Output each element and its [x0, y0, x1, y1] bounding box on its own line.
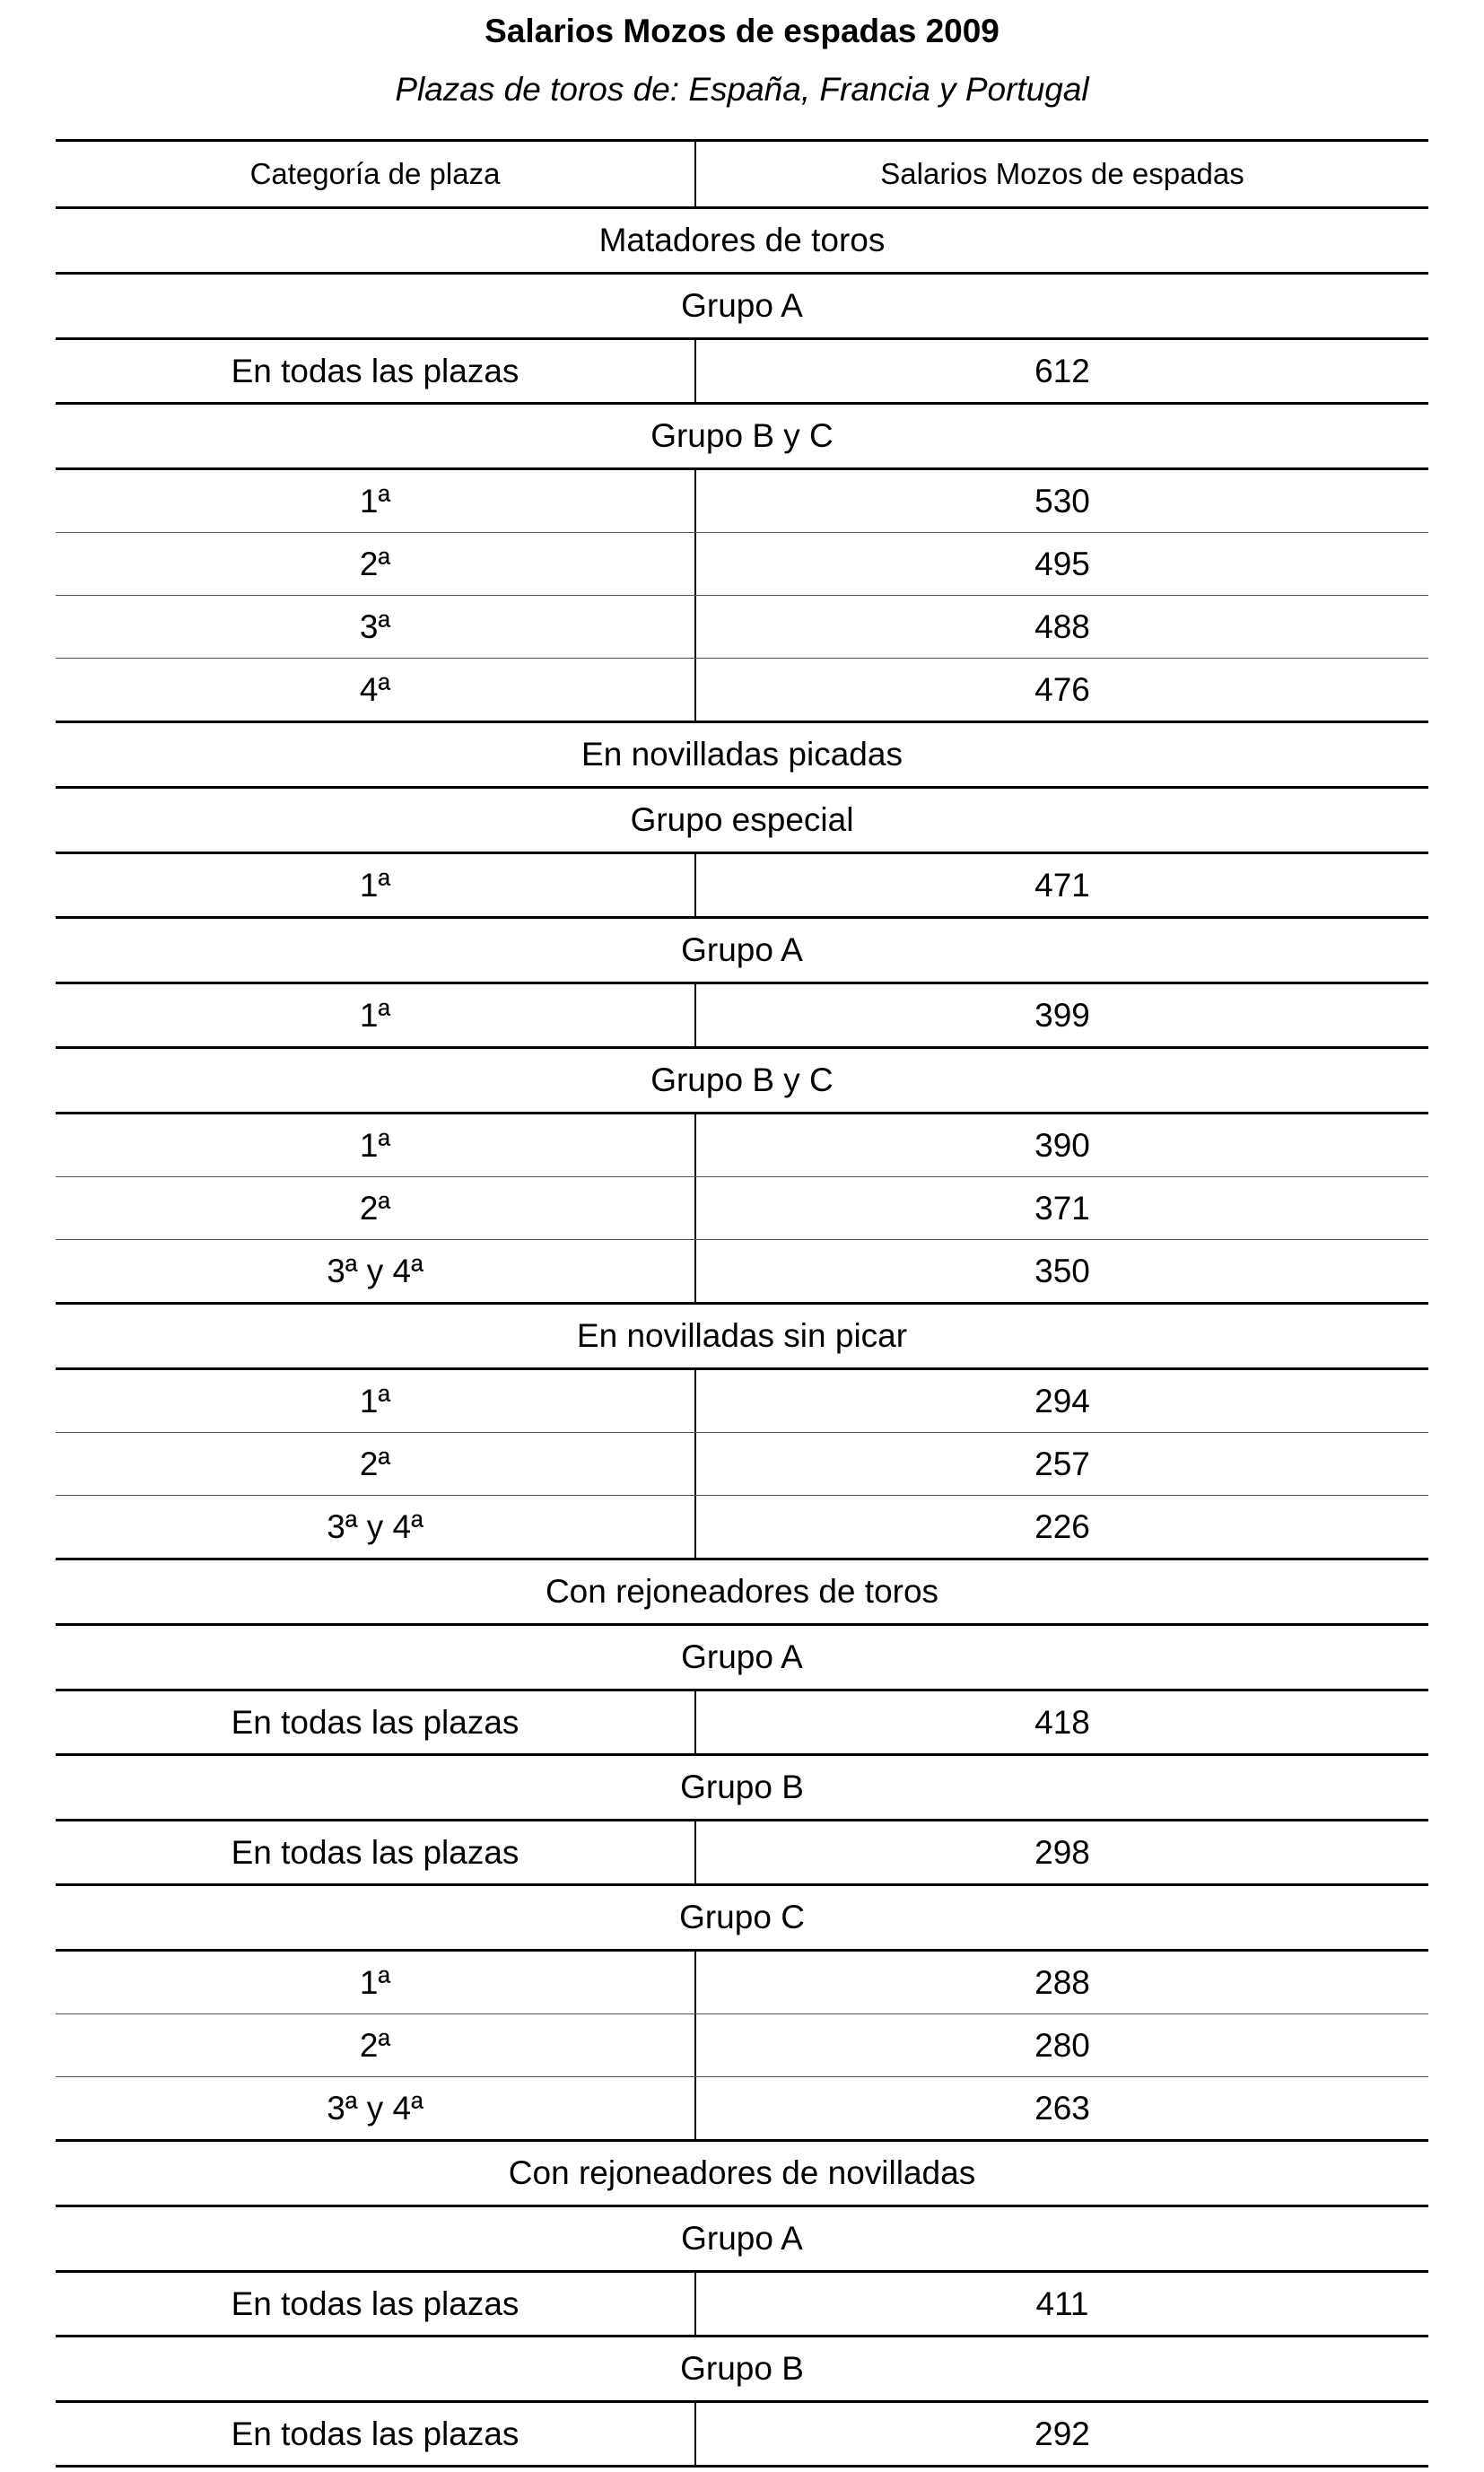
section-label: Con rejoneadores de toros	[545, 1573, 939, 1610]
table-row	[56, 1821, 1428, 1886]
salary-cell: 476	[1034, 670, 1090, 708]
section-row	[56, 209, 1428, 275]
table-row	[56, 2077, 1428, 2142]
salary-cell: 390	[1034, 1126, 1090, 1164]
salary-cell: 495	[1034, 545, 1090, 582]
table-row	[56, 1952, 1428, 2014]
salary-cell: 530	[1034, 482, 1090, 520]
section-label: En novilladas picadas	[581, 736, 903, 773]
section-label: En novilladas sin picar	[576, 1317, 908, 1354]
section-row	[56, 2207, 1428, 2273]
section-label: Grupo especial	[630, 801, 854, 838]
section-row	[56, 405, 1428, 470]
section-row	[56, 1305, 1428, 1370]
table-row	[56, 1496, 1428, 1560]
section-row	[56, 1886, 1428, 1952]
salary-cell: 350	[1034, 1252, 1090, 1289]
section-label: Grupo A	[681, 931, 803, 968]
document-title: Salarios Mozos de espadas 2009	[484, 13, 1000, 49]
table-row	[56, 1177, 1428, 1240]
section-row	[56, 1756, 1428, 1821]
table-row	[56, 2014, 1428, 2077]
section-row	[56, 1560, 1428, 1626]
salary-cell: 612	[1034, 352, 1090, 389]
table-row	[56, 984, 1428, 1049]
section-row	[56, 2142, 1428, 2207]
table-row	[56, 1240, 1428, 1305]
category-cell: 1ª	[56, 854, 696, 916]
table-row	[56, 2273, 1428, 2337]
section-label: Grupo B y C	[650, 1061, 834, 1098]
category-cell: 3ª y 4ª	[56, 1496, 696, 1558]
table-row	[56, 2403, 1428, 2468]
category-cell: 2ª	[56, 1433, 696, 1495]
category-cell: En todas las plazas	[56, 2273, 696, 2335]
section-row	[56, 1049, 1428, 1114]
category-cell: 3ª y 4ª	[56, 2077, 696, 2139]
salary-table	[56, 139, 1428, 2468]
section-label: Matadores de toros	[598, 222, 886, 258]
section-label: Grupo B	[680, 2350, 804, 2387]
section-label: Grupo C	[679, 1899, 805, 1935]
category-cell: En todas las plazas	[56, 1691, 696, 1753]
salary-cell: 399	[1034, 996, 1090, 1034]
salary-cell: 288	[1034, 1963, 1090, 2001]
section-label: Grupo B y C	[650, 417, 834, 454]
table-row	[56, 596, 1428, 659]
category-cell: 3ª y 4ª	[56, 1240, 696, 1302]
category-cell: En todas las plazas	[56, 340, 696, 402]
section-row	[56, 789, 1428, 854]
document-subtitle: Plazas de toros de: España, Francia y Portugal	[395, 71, 1089, 108]
table-row	[56, 533, 1428, 596]
section-row	[56, 723, 1428, 789]
table-row	[56, 854, 1428, 919]
category-cell: 1ª	[56, 1370, 696, 1432]
section-row	[56, 1626, 1428, 1691]
section-row	[56, 2337, 1428, 2403]
salary-cell: 471	[1034, 866, 1090, 904]
column-header-category: Categoría de plaza	[56, 142, 696, 206]
section-label: Con rejoneadores de novilladas	[508, 2154, 976, 2191]
category-cell: 1ª	[56, 1952, 696, 2013]
section-row	[56, 919, 1428, 984]
section-label: Grupo A	[681, 2220, 803, 2257]
table-row	[56, 659, 1428, 723]
table-row	[56, 1433, 1428, 1496]
table-row	[56, 1370, 1428, 1433]
salary-cell: 411	[1035, 2284, 1089, 2322]
salary-cell: 292	[1034, 2415, 1090, 2452]
salary-cell: 257	[1034, 1445, 1090, 1482]
table-header-row	[56, 142, 1428, 209]
table-row	[56, 340, 1428, 405]
section-label: Grupo B	[680, 1769, 804, 1805]
category-cell: 3ª	[56, 596, 696, 658]
table-body	[56, 209, 1428, 2468]
table-row	[56, 1114, 1428, 1177]
salary-cell: 298	[1034, 1833, 1090, 1871]
table-row	[56, 1691, 1428, 1756]
category-cell: En todas las plazas	[56, 1821, 696, 1883]
category-cell: 2ª	[56, 2014, 696, 2076]
category-cell: 1ª	[56, 470, 696, 532]
category-cell: 1ª	[56, 984, 696, 1046]
salary-cell: 294	[1034, 1382, 1090, 1419]
category-cell: 4ª	[56, 659, 696, 721]
salary-cell: 280	[1034, 2026, 1090, 2064]
category-cell: 2ª	[56, 1177, 696, 1239]
section-row	[56, 275, 1428, 340]
section-label: Grupo A	[681, 1638, 803, 1675]
salary-cell: 371	[1034, 1189, 1090, 1227]
salary-cell: 488	[1034, 607, 1090, 645]
salary-cell: 226	[1034, 1507, 1090, 1545]
column-header-salary: Salarios Mozos de espadas	[880, 157, 1244, 190]
section-label: Grupo A	[681, 287, 803, 324]
category-cell: En todas las plazas	[56, 2403, 696, 2465]
salary-cell: 263	[1034, 2089, 1090, 2127]
salary-cell: 418	[1034, 1703, 1090, 1741]
category-cell: 2ª	[56, 533, 696, 595]
category-cell: 1ª	[56, 1114, 696, 1176]
table-row	[56, 470, 1428, 533]
